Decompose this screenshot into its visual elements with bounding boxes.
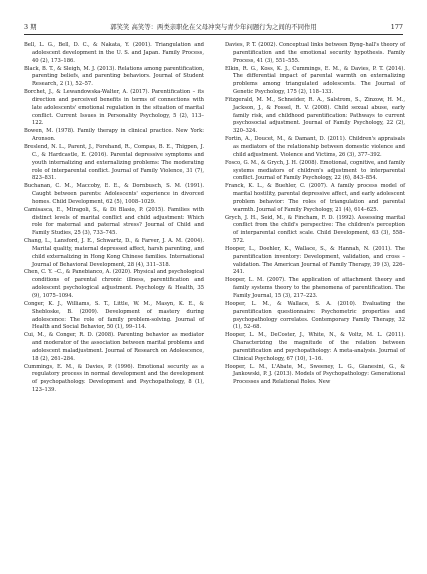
- reference-entry: Buchanan, C. M., Maccoby, E. E., & Dornbusch, S. M. (1991). Caught between parents: Adolescents' experience in divorced homes. Child Development, 62 (5), 1008–1029.: [24, 183, 204, 205]
- reference-entry: Hooper, L. M., L'Abate, M., Sweeney, L. G., Gianesini, G., & Jankowski, P. J. (2013). Models of Psychopathology: Generational Processes and Relational Roles. New: [225, 363, 405, 386]
- running-header: [24, 20, 403, 35]
- reference-entry: Fortin, A., Doucet, M., & Damant, D. (2011). Children's appraisals as mediators of the relationship between domestic violence and child adjustment. Violence and Victims, 26 (3), 377–392.: [225, 136, 405, 158]
- reference-entry: Conger, K. J., Williams, S. T., Little, W. M., Masyn, K. E., & Shebloske, B. (2009). Development of mastery during adolescence: The role of family problem-solving. Journal of Health and Social Behavior, 50 (1), 99–114.: [24, 300, 204, 331]
- reference-entry: Chen, C. Y. –C., & Panebianco, A. (2020). Physical and psychological conditions of parental chronic illness, parentification and adolescent psychological adjustment. Psychology & Health, 35 (9), 1075–1094.: [24, 269, 204, 299]
- page-number: 177: [390, 23, 403, 31]
- reference-entry: Cui, M., & Conger, R. D. (2008). Parenting behavior as mediator and moderator of the association between marital problems and adolescent maladjustment. Journal of Research on Adolescence, 18 (2), 261–284.: [24, 332, 204, 362]
- reference-entry: Borchet, J., & Lewandowska-Walter, A. (2017). Parentification – its direction and perceived benefits in terms of connections with late adolescents' emotional regulation in the situation of marital conflict. Current Issues in Personality Psychology, 5 (2), 113–122.: [24, 89, 204, 127]
- reference-entry: Camisasca, E., Miragoli, S., & Di Blasio, P. (2015). Families with distinct levels of marital conflict and child adjustment: Which role for maternal and paternal stress? Journal of Child and Family Studies, 25 (3), 733–745.: [24, 206, 204, 237]
- reference-entry: Cummings, E. M., & Davies, P. (1996). Emotional security as a regulatory process in normal development and the development of psychopathology. Development and Psychopathology, 8 (1), 123–139.: [24, 363, 204, 394]
- reference-entry: Davies, P. T. (2002). Conceptual links between Byng–hall's theory of parentification and the emotional security hypothesis. Family Process, 41 (3), 551–555.: [225, 42, 405, 64]
- reference-entry: Bowen, M. (1978). Family therapy in clinical practice. New York: Aronson.: [24, 128, 204, 143]
- running-title: 郭笑笑 高笑等：两类亲职化在父母冲突与青少年问题行为之间的不同作用: [110, 23, 317, 31]
- reference-entry: Chang, L., Lansford, J. E., Schwartz, D., & Farver, J. A. M. (2004). Marital quality, maternal depressed affect, harsh parenting, and child externalizing in Hong Kong Chinese families. International Journal of Behavioral Development, 28 (4), 311–318.: [24, 238, 204, 268]
- reference-entry: Hooper, L. M. (2007). The application of attachment theory and family systems theory to the phenomena of parentification. The Family Journal, 15 (3), 217–223.: [225, 277, 405, 299]
- reference-entry: Fitzgerald, M. M., Schneider, R. A., Salstrom, S., Zinzow, H. M., Jackson, J., & Fossel, R. V. (2008). Child sexual abuse, early family risk, and childhood parentification: Pathways to current psychosocial adjustment. Journal of Family Psychology, 22 (2), 320–324.: [225, 96, 405, 135]
- reference-entry: Franck, K. L., & Buehler, C. (2007). A family process model of marital hostility, parental depressive affect, and early adolescent problem behavior: The roles of triangulation and parental warmth. Journal of Family Psychology, 21 (4), 614–625.: [225, 183, 405, 213]
- references-right-column: [225, 42, 405, 387]
- reference-entry: Black, B. T., & Sleigh, M. J. (2013). Relations among parentification, parenting beliefs, and parenting behaviors. Journal of Student Research, 2 (1), 52–57.: [24, 65, 204, 88]
- reference-entry: Bell, L. G., Bell, D. C., & Nakata, Y. (2001). Triangulation and adolescent development in the U. S. and Japan. Family Process, 40 (2), 173–186.: [24, 42, 204, 64]
- reference-entry: Breslend, N. L., Parent, J., Forehand, R., Compas, B. E., Thigpen, J. C., & Hardcastle, E. (2016). Parental depressive symptoms and youth internalizing and externalizing problems: The moderating role of interparental conflict. Journal of Family Violence, 31 (7), 823–831.: [24, 143, 204, 182]
- reference-entry: Hooper, L. M., & Wallace, S. A. (2010). Evaluating the parentification questionnaire: Psychometric properties and psychopathology correlates. Contemporary Family Therapy, 32 (1), 52–68.: [225, 300, 405, 331]
- issue-number: 3 期: [24, 23, 37, 31]
- reference-entry: Elkin, R. G., Koss, K. J., Cummings, E. M., & Davies, P. T. (2014). The differential impact of parental warmth on externalizing problems among triangulated adolescents. The Journal of Genetic Psychology, 175 (2), 118–133.: [225, 65, 405, 96]
- references-left-column: [24, 42, 204, 395]
- reference-entry: Hooper, L., Doehler, K., Wallace, S., & Hannah, N. (2011). The parentification inventory: Development, validation, and cross – validation. The American Journal of Family Therapy, 39 (3), 226–241.: [225, 245, 405, 276]
- reference-entry: Hooper, L. M., DeCoster, J., White, N., & Voltz, M. L. (2011). Characterizing the magnitude of the relation between parentification and psychopathology: A meta-analysis. Journal of Clinical Psychology, 67 (10), 1–16.: [225, 332, 405, 362]
- reference-entry: Grych, J. H., Seid, M., & Fincham, F. D. (1992). Assessing marital conflict from the child's perspective: The children's perception of interparental conflict scale. Child Development, 63 (3), 558–572.: [225, 214, 405, 245]
- reference-entry: Fosco, G. M., & Grych, J. H. (2008). Emotional, cognitive, and family systems mediators of children's adjustment to interparental conflict. Journal of Family Psychology, 22 (6), 843–854.: [225, 159, 405, 182]
